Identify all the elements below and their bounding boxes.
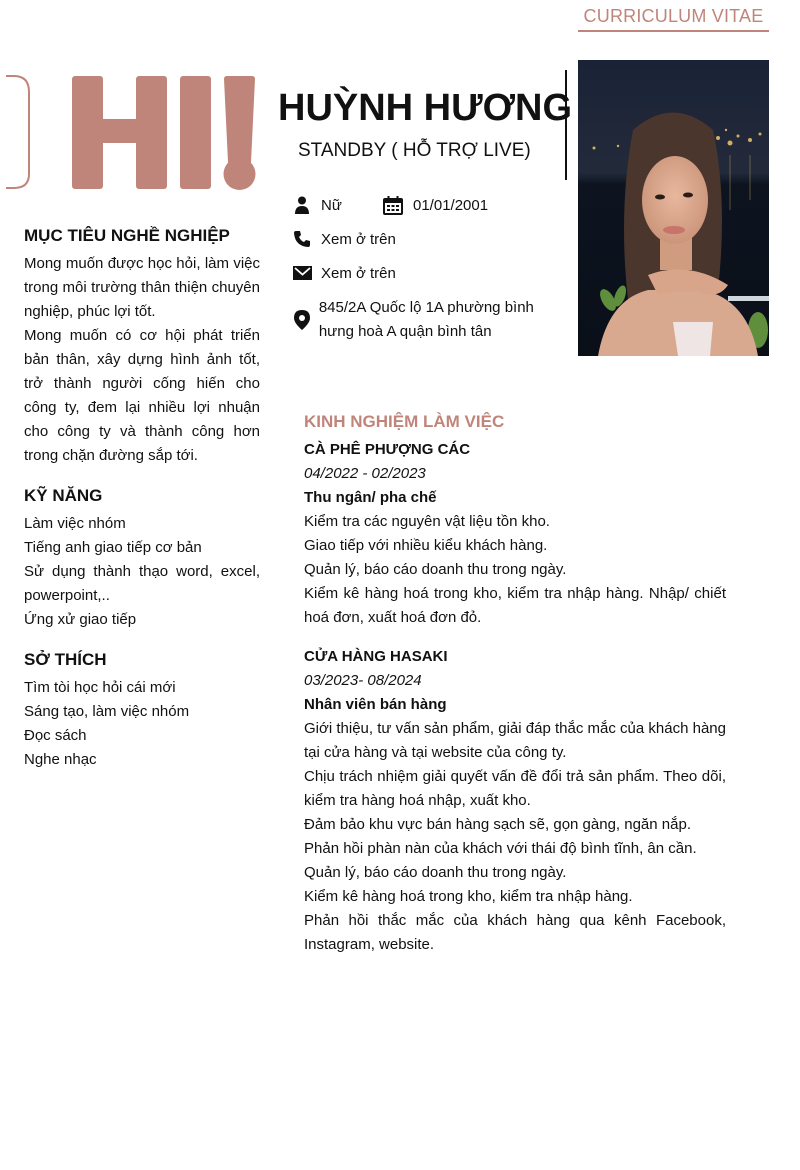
job-duty: Giao tiếp với nhiều kiểu khách hàng. [304,537,548,554]
objective-section [24,226,260,468]
map-pin-icon [292,310,312,330]
job-duty: Phản hồi phàn nàn của khách với thái độ bình tĩnh, ân cần. [304,840,697,857]
hobbies-section [24,650,260,772]
address-value: 845/2A Quốc lộ 1A phường bình hưng hoà A quận bình tân [318,299,534,340]
job-entry [304,645,726,957]
job-position: Thu ngân/ pha chế [304,489,437,506]
job-entry [304,438,726,630]
job-duty: Kiểm kê hàng hoá trong kho, kiểm tra nhập hàng. [304,888,633,905]
gender-row [292,195,342,215]
candidate-name: HUỲNH HƯƠNG [278,87,573,129]
email-value: Xem ở trên [321,264,396,282]
left-column [24,226,260,790]
job-position: Nhân viên bán hàng [304,696,447,713]
hobby-item: Nghe nhạc [24,751,97,768]
birthdate-value: 01/01/2001 [413,196,489,214]
objective-paragraph: Mong muốn có cơ hội phát triển bản thân, xây dựng hình ảnh tốt, trở thành người cống hiến cho công ty, đem lại nhiều lợi nhuận cho công ty và thành công hơn trong chặn đường sắp tới. [24,327,260,464]
hobby-item: Tìm tòi học hỏi cái mới [24,679,176,696]
objective-title: MỤC TIÊU NGHỀ NGHIỆP [24,226,230,245]
job-duty: Quản lý, báo cáo doanh thu trong ngày. [304,561,567,578]
calendar-icon [382,195,404,215]
gender-value: Nữ [321,196,342,214]
job-duty: Phản hồi thắc mắc của khách hàng qua kênh Facebook, Instagram, website. [304,912,726,953]
phone-row [292,229,396,249]
person-icon [292,195,312,215]
skills-section [24,486,260,632]
cv-label: CURRICULUM VITAE [578,6,769,32]
skill-item: Sử dụng thành thạo word, excel, powerpoint,.. [24,563,260,604]
job-period: 03/2023- 08/2024 [304,672,422,689]
birthdate-row [382,195,488,215]
skill-item: Làm việc nhóm [24,515,126,532]
objective-paragraph: Mong muốn được học hỏi, làm việc trong môi trường thân thiện chuyên nghiệp, phúc lợi tốt. [24,255,260,320]
company-name: CÀ PHÊ PHƯỢNG CÁC [304,441,471,458]
skills-title: KỸ NĂNG [24,486,103,505]
job-duty: Đảm bảo khu vực bán hàng sạch sẽ, gọn gàng, ngăn nắp. [304,816,691,833]
hi-greeting-decoration [0,70,270,200]
hobby-item: Đọc sách [24,727,87,744]
experience-section [304,410,726,972]
company-name: CỬA HÀNG HASAKI [304,648,448,665]
job-duty: Chịu trách nhiệm giải quyết vấn đề đổi trả sản phẩm. Theo dõi, kiểm tra hàng hoá nhập, xuất kho. [304,768,726,809]
job-duty: Giới thiệu, tư vấn sản phẩm, giải đáp thắc mắc của khách hàng tại cửa hàng và tại website của công ty. [304,720,726,761]
email-row [292,263,396,283]
address-row [292,296,562,344]
skill-item: Tiếng anh giao tiếp cơ bản [24,539,202,556]
job-duty: Quản lý, báo cáo doanh thu trong ngày. [304,864,567,881]
phone-value: Xem ở trên [321,230,396,248]
envelope-icon [292,263,312,283]
profile-photo [578,60,769,356]
hobby-item: Sáng tạo, làm việc nhóm [24,703,190,720]
job-duty: Kiểm kê hàng hoá trong kho, kiểm tra nhập hàng. Nhập/ chiết hoá đơn, xuất hoá đơn đỏ. [304,585,726,626]
hobbies-title: SỞ THÍCH [24,650,107,669]
job-duty: Kiểm tra các nguyên vật liệu tồn kho. [304,513,550,530]
phone-icon [292,229,312,249]
job-title: STANDBY ( HỖ TRỢ LIVE) [298,140,531,161]
name-block [270,70,573,180]
skill-item: Ứng xử giao tiếp [24,611,137,628]
job-period: 04/2022 - 02/2023 [304,465,426,482]
experience-title: KINH NGHIỆM LÀM VIỆC [304,412,505,431]
